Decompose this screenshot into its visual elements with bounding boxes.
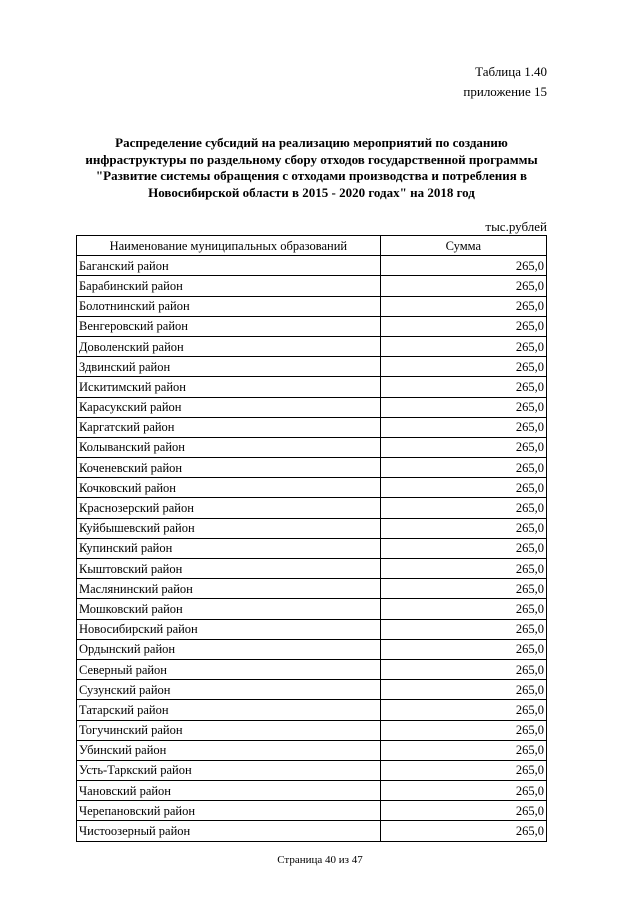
district-name: Кочковский район — [77, 478, 381, 498]
title-line: Новосибирской области в 2015 - 2020 годах" на 2018 год — [148, 184, 475, 200]
table-row — [77, 700, 547, 720]
district-name: Баганский район — [77, 256, 381, 276]
table-row — [77, 357, 547, 377]
document-title — [76, 135, 547, 201]
table-row — [77, 781, 547, 801]
table-row — [77, 720, 547, 740]
table-row — [77, 760, 547, 780]
table-row — [77, 599, 547, 619]
subsidy-amount: 265,0 — [380, 458, 546, 478]
subsidy-amount: 265,0 — [380, 821, 546, 841]
table-row — [77, 821, 547, 841]
page-footer: Страница 40 из 47 — [277, 854, 363, 866]
table-row — [77, 336, 547, 356]
table-row — [77, 296, 547, 316]
subsidy-amount: 265,0 — [380, 619, 546, 639]
table-header-row — [77, 236, 547, 256]
subsidy-amount: 265,0 — [380, 276, 546, 296]
title-line: "Развитие системы обращения с отходами производства и потребления в — [95, 168, 528, 183]
district-name: Здвинский район — [77, 357, 381, 377]
district-name: Черепановский район — [77, 801, 381, 821]
district-name: Карасукский район — [77, 397, 381, 417]
district-name: Татарский район — [77, 700, 381, 720]
table-row — [77, 740, 547, 760]
units-label: тыс.рублей — [485, 219, 547, 234]
district-name: Мошковский район — [77, 599, 381, 619]
table-row — [77, 619, 547, 639]
subsidy-amount: 265,0 — [380, 336, 546, 356]
subsidy-amount: 265,0 — [380, 498, 546, 518]
subsidy-amount: 265,0 — [380, 296, 546, 316]
district-name: Чановский район — [77, 781, 381, 801]
table-row — [77, 397, 547, 417]
district-name: Новосибирский район — [77, 619, 381, 639]
district-name: Доволенский район — [77, 336, 381, 356]
subsidy-amount: 265,0 — [380, 256, 546, 276]
district-name: Убинский район — [77, 740, 381, 760]
district-name: Кыштовский район — [77, 559, 381, 579]
table-row — [77, 276, 547, 296]
district-name: Искитимский район — [77, 377, 381, 397]
subsidy-amount: 265,0 — [380, 377, 546, 397]
table-row — [77, 659, 547, 679]
subsidy-amount: 265,0 — [380, 437, 546, 457]
district-name: Венгеровский район — [77, 316, 381, 336]
subsidy-amount: 265,0 — [380, 599, 546, 619]
district-name: Коченевский район — [77, 458, 381, 478]
table-row — [77, 559, 547, 579]
district-name: Куйбышевский район — [77, 518, 381, 538]
district-name: Болотнинский район — [77, 296, 381, 316]
subsidy-amount: 265,0 — [380, 397, 546, 417]
table-row — [77, 518, 547, 538]
table-row — [77, 256, 547, 276]
district-name: Маслянинский район — [77, 579, 381, 599]
title-line: инфраструктуры по раздельному сбору отходов государственной программы — [85, 151, 538, 167]
district-name: Каргатский район — [77, 417, 381, 437]
subsidy-amount: 265,0 — [380, 781, 546, 801]
table-row — [77, 498, 547, 518]
table-row — [77, 538, 547, 558]
subsidy-amount: 265,0 — [380, 316, 546, 336]
table-row — [77, 437, 547, 457]
table-row — [77, 579, 547, 599]
district-name: Краснозерский район — [77, 498, 381, 518]
subsidy-amount: 265,0 — [380, 357, 546, 377]
table-row — [77, 458, 547, 478]
table-row — [77, 316, 547, 336]
district-name: Чистоозерный район — [77, 821, 381, 841]
subsidy-amount: 265,0 — [380, 639, 546, 659]
subsidy-amount: 265,0 — [380, 720, 546, 740]
table-row — [77, 801, 547, 821]
district-name: Ордынский район — [77, 639, 381, 659]
district-name: Колыванский район — [77, 437, 381, 457]
subsidy-amount: 265,0 — [380, 659, 546, 679]
district-name: Барабинский район — [77, 276, 381, 296]
subsidy-amount: 265,0 — [380, 801, 546, 821]
subsidy-amount: 265,0 — [380, 559, 546, 579]
subsidy-amount: 265,0 — [380, 417, 546, 437]
column-header-name: Наименование муниципальных образований — [77, 236, 381, 256]
district-name: Тогучинский район — [77, 720, 381, 740]
subsidy-amount: 265,0 — [380, 478, 546, 498]
district-name: Купинский район — [77, 538, 381, 558]
table-row — [77, 478, 547, 498]
subsidy-amount: 265,0 — [380, 740, 546, 760]
table-row — [77, 377, 547, 397]
subsidy-amount: 265,0 — [380, 760, 546, 780]
table-row — [77, 680, 547, 700]
table-row — [77, 639, 547, 659]
district-name: Сузунский район — [77, 680, 381, 700]
table-row — [77, 417, 547, 437]
district-name: Усть-Таркский район — [77, 760, 381, 780]
subsidy-amount: 265,0 — [380, 538, 546, 558]
subsidy-amount: 265,0 — [380, 579, 546, 599]
table-body — [77, 256, 547, 841]
subsidy-amount: 265,0 — [380, 518, 546, 538]
subsidy-amount: 265,0 — [380, 680, 546, 700]
table-number: Таблица 1.40 — [475, 64, 547, 79]
subsidy-amount: 265,0 — [380, 700, 546, 720]
district-name: Северный район — [77, 659, 381, 679]
appendix-label: приложение 15 — [463, 84, 547, 99]
document-header — [463, 62, 547, 102]
column-header-sum: Сумма — [380, 236, 546, 256]
subsidy-table — [76, 235, 547, 842]
title-line: Распределение субсидий на реализацию мероприятий по созданию — [115, 135, 508, 150]
